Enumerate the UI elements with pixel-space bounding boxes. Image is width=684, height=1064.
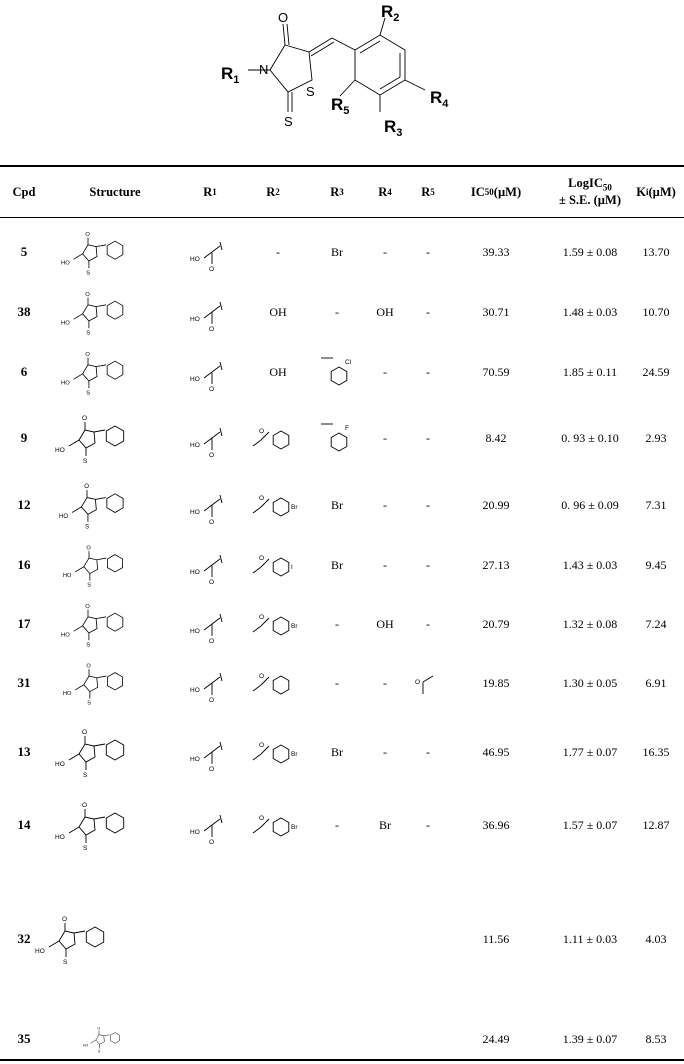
cell-r2 (248, 712, 308, 792)
scaffold-r4-label: $R_4$ (430, 88, 449, 110)
oxo-label: O (85, 351, 90, 358)
cell-r5: - (426, 364, 430, 379)
svg-text:O: O (209, 266, 215, 273)
compound-structure-drawing (55, 408, 175, 468)
cell-ic50: 36.96 (482, 817, 510, 832)
cell-r4: - (383, 497, 387, 512)
table-row (0, 536, 684, 594)
cell-r1 (185, 222, 235, 282)
oxo-label: O (86, 663, 91, 670)
svg-text:O: O (209, 697, 215, 704)
cell-ic50: 46.95 (482, 744, 510, 759)
benzyloxy-substituent-drawing (251, 805, 305, 845)
cell-struct (55, 792, 175, 858)
svg-text:HO: HO (190, 829, 200, 836)
scaffold-ring-sulfur-label: S (306, 84, 315, 99)
compound-structure-drawing (55, 722, 175, 782)
scaffold-thione-sulfur-label: S (284, 114, 293, 129)
cell-r5 (403, 654, 453, 712)
acid-label: HO (55, 447, 65, 454)
thione-label: S (97, 1049, 101, 1054)
svg-text:O: O (259, 614, 265, 621)
oxo-label: O (86, 545, 91, 552)
table-row (0, 402, 684, 474)
acid-label: HO (63, 691, 72, 698)
cell-struct (55, 1020, 175, 1058)
cell-r2 (248, 536, 308, 594)
cell-r4: OH (376, 616, 394, 631)
cell-r5: - (426, 616, 430, 631)
svg-text:HO: HO (190, 687, 200, 694)
compound-structure-drawing (55, 539, 175, 591)
oxo-label: O (62, 916, 68, 923)
oxo-label: O (82, 729, 88, 736)
header-cpd: Cpd (12, 184, 36, 199)
header-ki: K i (µM) (636, 184, 676, 199)
acid-label: HO (61, 380, 70, 387)
benzyloxy-substituent-drawing (251, 604, 305, 644)
svg-text:I: I (291, 564, 293, 571)
acid-label: HO (61, 632, 70, 639)
header-structure: Structure (89, 184, 141, 199)
header-logic50: LogIC$_{50}$ ± S.E. (µM) (559, 175, 621, 208)
svg-text:O: O (209, 452, 215, 459)
table-row (0, 858, 684, 1020)
svg-text:O: O (259, 495, 265, 502)
cell-ki: 24.59 (642, 364, 670, 379)
cell-r1 (185, 402, 235, 474)
thione-label: S (63, 959, 68, 966)
cell-ic50: 11.56 (482, 931, 510, 946)
cell-struct (55, 282, 175, 342)
cell-ki: 8.53 (645, 1031, 667, 1046)
svg-text:O: O (209, 766, 215, 773)
svg-text:O: O (209, 386, 215, 393)
header-r5: R 5 (421, 184, 435, 199)
oxo-label: O (97, 1026, 101, 1031)
cell-r4: - (383, 675, 387, 690)
cell-r2: - (276, 244, 280, 259)
svg-text:O: O (259, 428, 265, 435)
cell-r4: - (383, 430, 387, 445)
cell-r2 (248, 792, 308, 858)
table-row (0, 594, 684, 654)
acetic-acid-r1-drawing (190, 805, 230, 845)
cell-ki: 7.31 (645, 497, 667, 512)
cell-logic50: 1.32 ± 0.08 (562, 616, 618, 631)
scaffold-r5-label: $R_5$ (331, 95, 350, 117)
acid-label: HO (55, 761, 65, 768)
cell-struct (55, 342, 175, 402)
svg-text:HO: HO (190, 376, 200, 383)
svg-text:O: O (259, 555, 265, 562)
cell-ki: 10.70 (642, 304, 670, 319)
scaffold-r3-label: $R_3$ (384, 117, 403, 139)
oxo-label: O (82, 802, 88, 809)
compound-structure-drawing (55, 477, 175, 533)
oxo-label: O (85, 291, 90, 298)
cell-logic50: 1.30 ± 0.05 (562, 675, 618, 690)
cell-r1 (185, 282, 235, 342)
aryl-r3-drawing (315, 418, 359, 458)
benzyloxy-substituent-drawing (251, 663, 305, 703)
scaffold-structure (0, 0, 684, 160)
cell-r5: - (426, 244, 430, 259)
thione-label: S (86, 270, 91, 277)
table-row (0, 1020, 684, 1058)
cell-ki: 7.24 (645, 616, 667, 631)
header-r3: R 3 (330, 184, 344, 199)
cell-r3 (310, 402, 364, 474)
table-row (0, 712, 684, 792)
scaffold-oxygen-label: O (278, 10, 289, 25)
cell-r5: - (426, 557, 430, 572)
svg-text:HO: HO (190, 756, 200, 763)
cell-struct (55, 594, 175, 654)
svg-text:HO: HO (190, 316, 200, 323)
cell-r3: Br (331, 744, 343, 759)
cell-logic50: 1.57 ± 0.07 (562, 817, 618, 832)
cell-r3: Br (331, 244, 343, 259)
cell-ic50: 70.59 (482, 364, 510, 379)
compound-structure-drawing (55, 345, 175, 399)
cell-r5: - (426, 430, 430, 445)
methoxy-r5-drawing (413, 668, 443, 698)
svg-text:HO: HO (190, 569, 200, 576)
thione-label: S (87, 700, 92, 707)
svg-text:F: F (345, 425, 349, 432)
cell-logic50: 1.48 ± 0.03 (562, 304, 618, 319)
table-row (0, 342, 684, 402)
svg-text:O: O (415, 679, 421, 686)
cell-cpd: 6 (20, 364, 28, 379)
cell-logic50: 0. 96 ± 0.09 (561, 497, 619, 512)
compound-structure-drawing (55, 795, 175, 855)
cell-ic50: 27.13 (482, 557, 510, 572)
cell-ic50: 30.71 (482, 304, 510, 319)
cell-logic50: 1.59 ± 0.08 (562, 244, 618, 259)
svg-text:HO: HO (190, 509, 200, 516)
cell-cpd: 14 (17, 817, 31, 832)
cell-cpd: 31 (17, 675, 31, 690)
cell-r1 (185, 474, 235, 536)
benzyloxy-substituent-drawing (251, 485, 305, 525)
cell-cpd: 5 (20, 244, 28, 259)
svg-text:O: O (259, 815, 265, 822)
oxo-label: O (82, 415, 88, 422)
cell-r4: - (383, 364, 387, 379)
cell-r2 (248, 594, 308, 654)
thione-label: S (83, 845, 88, 852)
cell-ki: 16.35 (642, 744, 670, 759)
cell-r3: Br (331, 557, 343, 572)
cell-r1 (185, 712, 235, 792)
cell-r1 (185, 536, 235, 594)
cell-r3: - (335, 304, 339, 319)
cell-cpd: 16 (17, 557, 31, 572)
acid-label: HO (61, 320, 70, 327)
acetic-acid-r1-drawing (190, 292, 230, 332)
cell-r4: - (383, 244, 387, 259)
benzyloxy-substituent-drawing (251, 732, 305, 772)
table-header-rule (0, 217, 684, 218)
acid-label: HO (59, 514, 69, 521)
compound-structure-drawing (55, 285, 175, 339)
cell-r4: Br (379, 817, 391, 832)
acetic-acid-r1-drawing (190, 663, 230, 703)
cell-ic50: 20.99 (482, 497, 510, 512)
thione-label: S (83, 772, 88, 779)
cell-r5: - (426, 817, 430, 832)
benzyloxy-substituent-drawing (251, 418, 305, 458)
oxo-label: O (85, 603, 90, 610)
cell-cpd: 12 (17, 497, 31, 512)
cell-ki: 2.93 (645, 430, 667, 445)
acid-label: HO (63, 573, 72, 580)
thione-label: S (85, 524, 90, 531)
header-ic50: IC 50 (µM) (470, 184, 522, 199)
cell-struct (55, 712, 175, 792)
cell-r4: - (383, 557, 387, 572)
svg-text:Br: Br (291, 824, 298, 831)
scaffold-r2-label: $R_2$ (381, 2, 400, 24)
thione-label: S (87, 582, 92, 589)
cell-ki: 13.70 (642, 244, 670, 259)
table-row (0, 222, 684, 282)
cell-r4: OH (376, 304, 394, 319)
aryl-r3-drawing (315, 352, 359, 392)
table-row (0, 654, 684, 712)
table-row (0, 792, 684, 858)
cell-ic50: 19.85 (482, 675, 510, 690)
thione-label: S (86, 390, 91, 397)
scaffold-r1-label: $R_1$ (221, 64, 240, 86)
cell-r4: - (383, 744, 387, 759)
cell-struct (55, 222, 175, 282)
table-row (0, 474, 684, 536)
compound-structure-drawing (35, 909, 195, 969)
svg-text:O: O (209, 638, 215, 645)
cell-cpd: 9 (20, 430, 28, 445)
acetic-acid-r1-drawing (190, 485, 230, 525)
cell-ki: 12.87 (642, 817, 670, 832)
cell-logic50: 1.39 ± 0.07 (562, 1031, 618, 1046)
header-r4: R 4 (378, 184, 392, 199)
acid-label: HO (61, 260, 70, 267)
cell-cpd: 32 (17, 931, 31, 946)
acid-label: HO (55, 834, 65, 841)
acetic-acid-r1-drawing (190, 545, 230, 585)
svg-text:O: O (259, 742, 265, 749)
header-r1: R 1 (203, 184, 217, 199)
svg-text:O: O (209, 519, 215, 526)
cell-ki: 6.91 (645, 675, 667, 690)
svg-text:Cl: Cl (345, 359, 352, 366)
acid-label: HO (35, 948, 45, 955)
cell-r3: - (335, 616, 339, 631)
cell-ki: 9.45 (645, 557, 667, 572)
cell-struct (55, 536, 175, 594)
svg-text:Br: Br (291, 623, 298, 630)
svg-text:O: O (209, 839, 215, 846)
cell-ic50: 24.49 (482, 1031, 510, 1046)
acetic-acid-r1-drawing (190, 352, 230, 392)
cell-r2 (248, 402, 308, 474)
table-row (0, 282, 684, 342)
compound-structure-drawing (55, 1023, 175, 1055)
cell-struct (35, 858, 175, 1020)
cell-struct (55, 654, 175, 712)
cell-r2 (248, 654, 308, 712)
svg-text:HO: HO (190, 628, 200, 635)
compound-structure-drawing (55, 225, 175, 279)
cell-r3 (310, 342, 364, 402)
oxo-label: O (84, 484, 89, 491)
cell-r2: OH (269, 304, 287, 319)
cell-r1 (185, 342, 235, 402)
cell-cpd: 35 (17, 1031, 31, 1046)
svg-text:O: O (209, 579, 215, 586)
cell-struct (55, 402, 175, 474)
cell-struct (55, 474, 175, 536)
acetic-acid-r1-drawing (190, 604, 230, 644)
header-r2: R 2 (266, 184, 280, 199)
acetic-acid-r1-drawing (190, 232, 230, 272)
cell-r3: - (335, 675, 339, 690)
cell-ic50: 39.33 (482, 244, 510, 259)
rhodanine-scaffold-drawing (0, 0, 684, 160)
cell-r5: - (426, 497, 430, 512)
cell-cpd: 17 (17, 616, 31, 631)
svg-text:Br: Br (291, 751, 298, 758)
cell-r3: Br (331, 497, 343, 512)
cell-r2 (248, 474, 308, 536)
scaffold-nitrogen-label: N (259, 62, 269, 77)
svg-text:HO: HO (190, 442, 200, 449)
cell-logic50: 1.77 ± 0.07 (562, 744, 618, 759)
acetic-acid-r1-drawing (190, 418, 230, 458)
cell-ic50: 8.42 (485, 430, 507, 445)
cell-ic50: 20.79 (482, 616, 510, 631)
acetic-acid-r1-drawing (190, 732, 230, 772)
cell-cpd: 38 (17, 304, 31, 319)
cell-r5: - (426, 744, 430, 759)
cell-logic50: 1.85 ± 0.11 (562, 364, 618, 379)
cell-r3: - (335, 817, 339, 832)
cell-logic50: 0. 93 ± 0.10 (561, 430, 619, 445)
svg-text:O: O (209, 326, 215, 333)
table-bottom-rule (0, 1059, 684, 1061)
svg-text:Br: Br (291, 504, 298, 511)
cell-r1 (185, 792, 235, 858)
cell-logic50: 1.43 ± 0.03 (562, 557, 618, 572)
cell-r1 (185, 654, 235, 712)
cell-logic50: 1.11 ± 0.03 (562, 931, 618, 946)
compound-structure-drawing (55, 657, 175, 709)
compound-structure-drawing (55, 597, 175, 651)
svg-text:HO: HO (190, 256, 200, 263)
thione-label: S (83, 458, 88, 465)
benzyloxy-substituent-drawing (251, 545, 305, 585)
cell-ki: 4.03 (645, 931, 667, 946)
cell-cpd: 13 (17, 744, 31, 759)
cell-r5: - (426, 304, 430, 319)
svg-text:O: O (259, 673, 265, 680)
acid-label: HO (83, 1043, 89, 1048)
cell-r1 (185, 594, 235, 654)
thione-label: S (86, 642, 91, 649)
oxo-label: O (85, 231, 90, 238)
cell-r2: OH (269, 364, 287, 379)
thione-label: S (86, 330, 91, 337)
